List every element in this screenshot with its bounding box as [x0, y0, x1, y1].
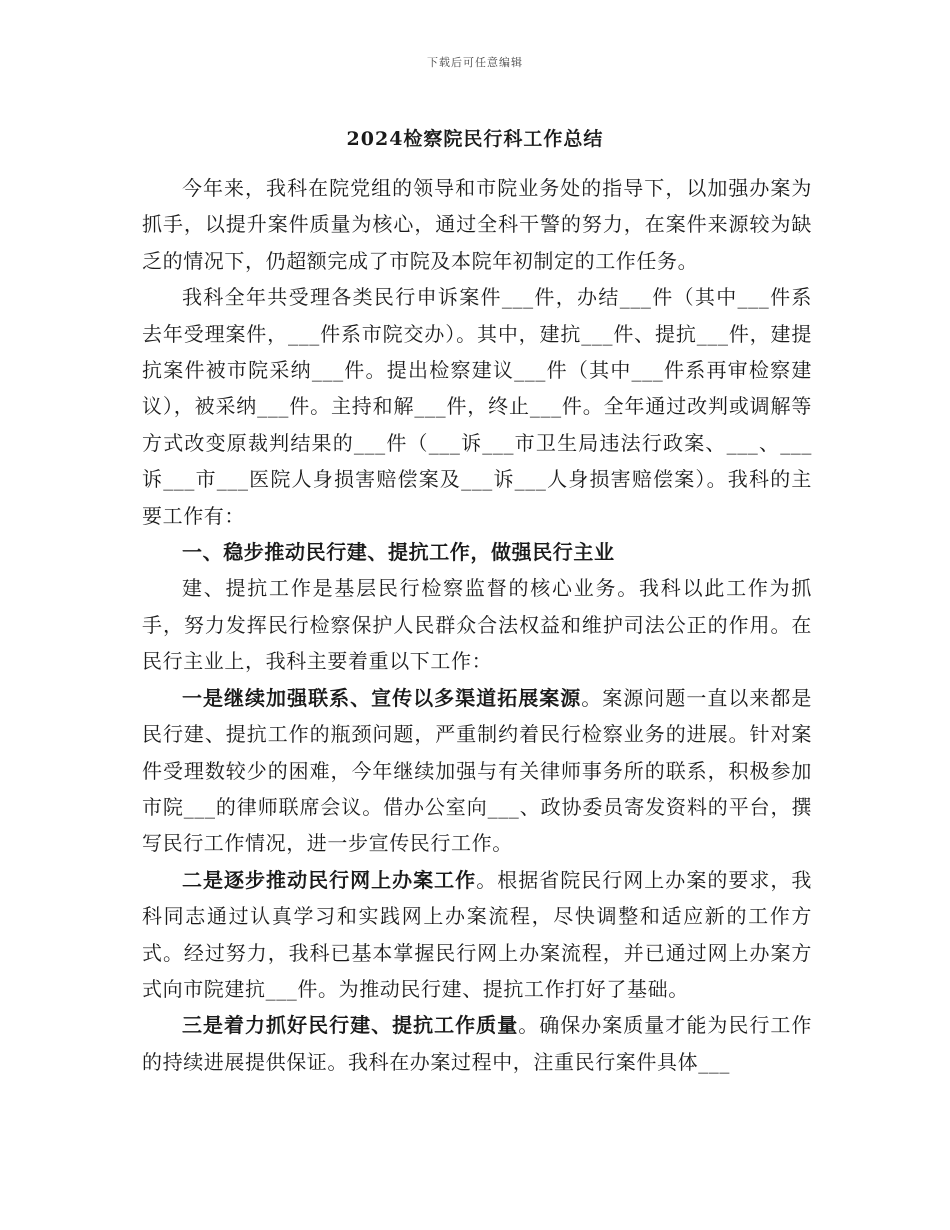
section-heading-1: 一、稳步推动民行建、提抗工作，做强民行主业	[182, 540, 615, 565]
paragraph-point-2	[142, 862, 812, 1008]
point-3-text: 。确保办案质量才能为民行工作的持续进展提供保证。我科在办案过程中，注重民行案件具体___	[142, 1013, 812, 1074]
paragraph-point-3	[142, 1007, 812, 1080]
header-note: 下载后可任意编辑	[427, 56, 523, 69]
document-title: 2024检察院民行科工作总结	[346, 128, 604, 150]
paragraph-section-1-intro: 建、提抗工作是基层民行检察监督的核心业务。我科以此工作为抓手，努力发挥民行检察保护人民群众合法权益和维护司法公正的作用。在民行主业上，我科主要着重以下工作：	[142, 576, 812, 674]
point-1-text: 。案源问题一直以来都是民行建、提抗工作的瓶颈问题，严重制约着民行检察业务的进展。针对案件受理数较少的困难，今年继续加强与有关律师事务所的联系，积极参加市院___的律师联席会议。借办公室向___、政协委员寄发资料的平台，撰写民行工作情况，进一步宣传民行工作。	[142, 685, 812, 856]
point-2-text: 。根据省院民行网上办案的要求，我科同志通过认真学习和实践网上办案流程，尽快调整和适应新的工作方式。经过努力，我科已基本掌握民行网上办案流程，并已通过网上办案方式向市院建抗___件。为推动民行建、提抗工作打好了基础。	[142, 867, 812, 1001]
point-1-lead: 一是继续加强联系、宣传以多渠道拓展案源	[182, 685, 582, 710]
point-3-lead: 三是着力抓好民行建、提抗工作质量	[182, 1013, 519, 1038]
paragraph-intro: 今年来，我科在院党组的领导和市院业务处的指导下，以加强办案为抓手，以提升案件质量为核心，通过全科干警的努力，在案件来源较为缺乏的情况下，仍超额完成了市院及本院年初制定的工作任务。	[142, 176, 812, 273]
paragraph-point-1	[142, 680, 812, 862]
document-body	[142, 170, 812, 1080]
point-2-lead: 二是逐步推动民行网上办案工作	[182, 867, 477, 892]
paragraph-statistics: 我科全年共受理各类民行申诉案件___件，办结___件（其中___件系去年受理案件，___件系市院交办）。其中，建抗___件、提抗___件，建提抗案件被市院采纳___件。提出检察建议___件（其中___件系再审检察建议），被采纳___件。主持和解___件，终止___件。全年通过改判或调解等方式改变原裁判结果的___件（___诉___市卫生局违法行政案、___、___诉___市___医院人身损害赔偿案及___诉___人身损害赔偿案）。我科的主要工作有：	[142, 285, 812, 528]
